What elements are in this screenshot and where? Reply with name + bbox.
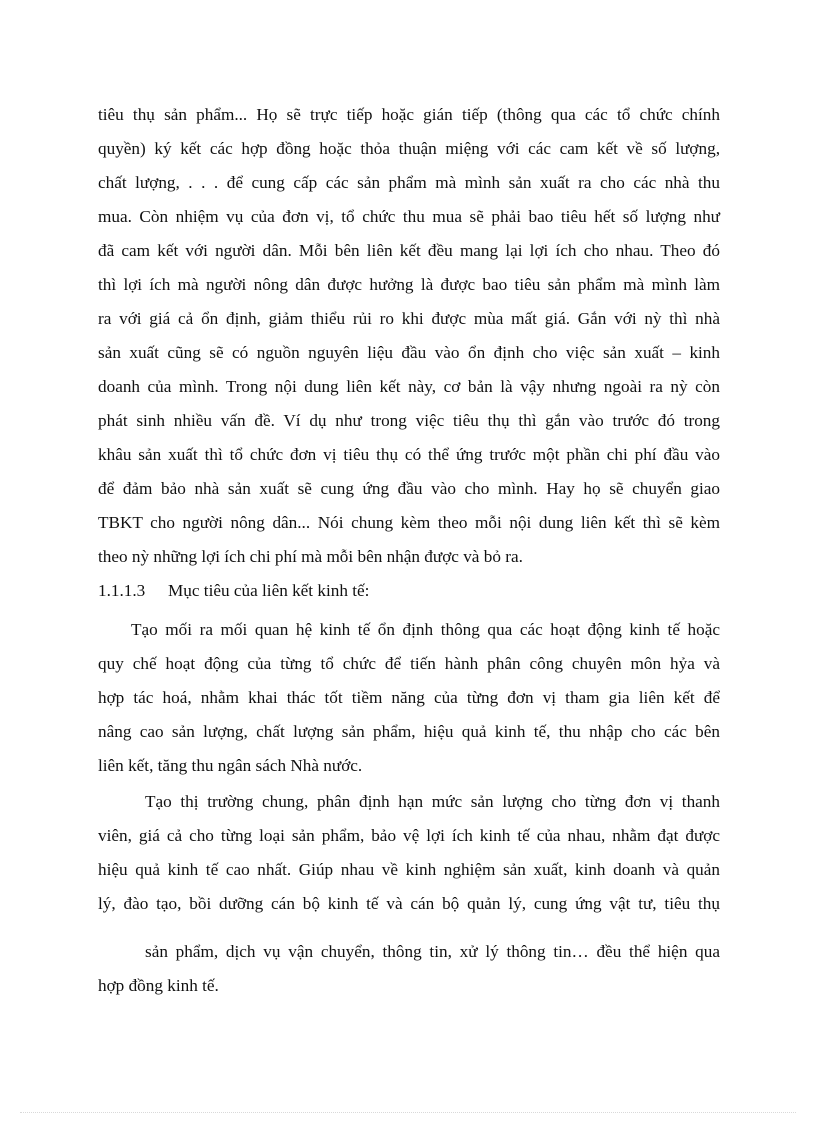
text-line: theo nỳ những lợi ích chi phí mà mỗi bên nhận được và bỏ ra. <box>98 547 523 566</box>
page-bottom-divider <box>20 1112 796 1113</box>
section-title: Mục tiêu của liên kết kinh tế: <box>168 581 370 600</box>
text-line: sản phẩm, dịch vụ vận chuyển, thông tin, xử lý thông tin… đều thể hiện qua <box>145 942 720 961</box>
text-line: TBKT cho người nông dân... Nói chung kèm theo mỗi nội dung liên kết thì sẽ kèm <box>98 513 720 532</box>
text-line: khâu sản xuất thì tổ chức đơn vị tiêu thụ có thể ứng trước một phần chi phí đầu vào <box>98 445 720 464</box>
text-line: tiêu thụ sản phẩm... Họ sẽ trực tiếp hoặc gián tiếp (thông qua các tổ chức chính <box>98 105 720 124</box>
text-line: hợp đồng kinh tế. <box>98 976 219 995</box>
text-line: viên, giá cả cho từng loại sản phẩm, bảo vệ lợi ích kinh tế của nhau, nhằm đạt được <box>98 826 720 845</box>
text-line: nâng cao sản lượng, chất lượng sản phẩm, hiệu quả kinh tế, thu nhập cho các bên <box>98 722 720 741</box>
text-line: doanh của mình. Trong nội dung liên kết này, cơ bản là vậy nhưng ngoài ra nỳ còn <box>98 377 720 396</box>
text-line: quy chế hoạt động của từng tổ chức để tiến hành phân công chuyên môn hỷa và <box>98 654 720 673</box>
section-number: 1.1.1.3 <box>98 581 146 600</box>
text-line: liên kết, tăng thu ngân sách Nhà nước. <box>98 756 363 775</box>
text-line: lý, đào tạo, bồi dưỡng cán bộ kinh tế và cán bộ quản lý, cung ứng vật tư, tiêu thụ <box>98 894 720 913</box>
text-line: sản xuất cũng sẽ có nguồn nguyên liệu đầu vào ổn định cho việc sản xuất – kinh <box>98 343 720 362</box>
text-line: Tạo thị trường chung, phân định hạn mức sản lượng cho từng đơn vị thanh <box>145 792 720 811</box>
text-line: ra với giá cả ổn định, giảm thiểu rủi ro khi được mùa mất giá. Gắn với nỳ thì nhà <box>98 309 720 328</box>
text-line: để đảm bảo nhà sản xuất sẽ cung ứng đầu vào cho mình. Hay họ sẽ chuyển giao <box>98 479 720 498</box>
text-line: Tạo mối ra mối quan hệ kinh tế ổn định thông qua các hoạt động kinh tế hoặc <box>131 620 720 639</box>
text-line: hợp tác hoá, nhằm khai thác tốt tiềm năng của từng đơn vị tham gia liên kết để <box>98 688 720 707</box>
text-line: đã cam kết với người dân. Mỗi bên liên kết đều mang lại lợi ích cho nhau. Theo đó <box>98 241 720 260</box>
text-line: mua. Còn nhiệm vụ của đơn vị, tổ chức thu mua sẽ phải bao tiêu hết số lượng như <box>98 207 720 226</box>
text-line: quyền) ký kết các hợp đồng hoặc thỏa thuận miệng với các cam kết về số lượng, <box>98 139 720 158</box>
text-line: chất lượng, . . . để cung cấp các sản phẩm mà mình sản xuất ra cho các nhà thu <box>98 173 720 192</box>
text-line: phát sinh nhiều vấn đề. Ví dụ như trong việc tiêu thụ thì gắn vào trước đó trong <box>98 411 720 430</box>
text-line: hiệu quả kinh tế cao nhất. Giúp nhau về kinh nghiệm sản xuất, kinh doanh và quản <box>98 860 720 879</box>
text-line: thì lợi ích mà người nông dân được hưởng là được bao tiêu sản phẩm mà mình làm <box>98 275 720 294</box>
